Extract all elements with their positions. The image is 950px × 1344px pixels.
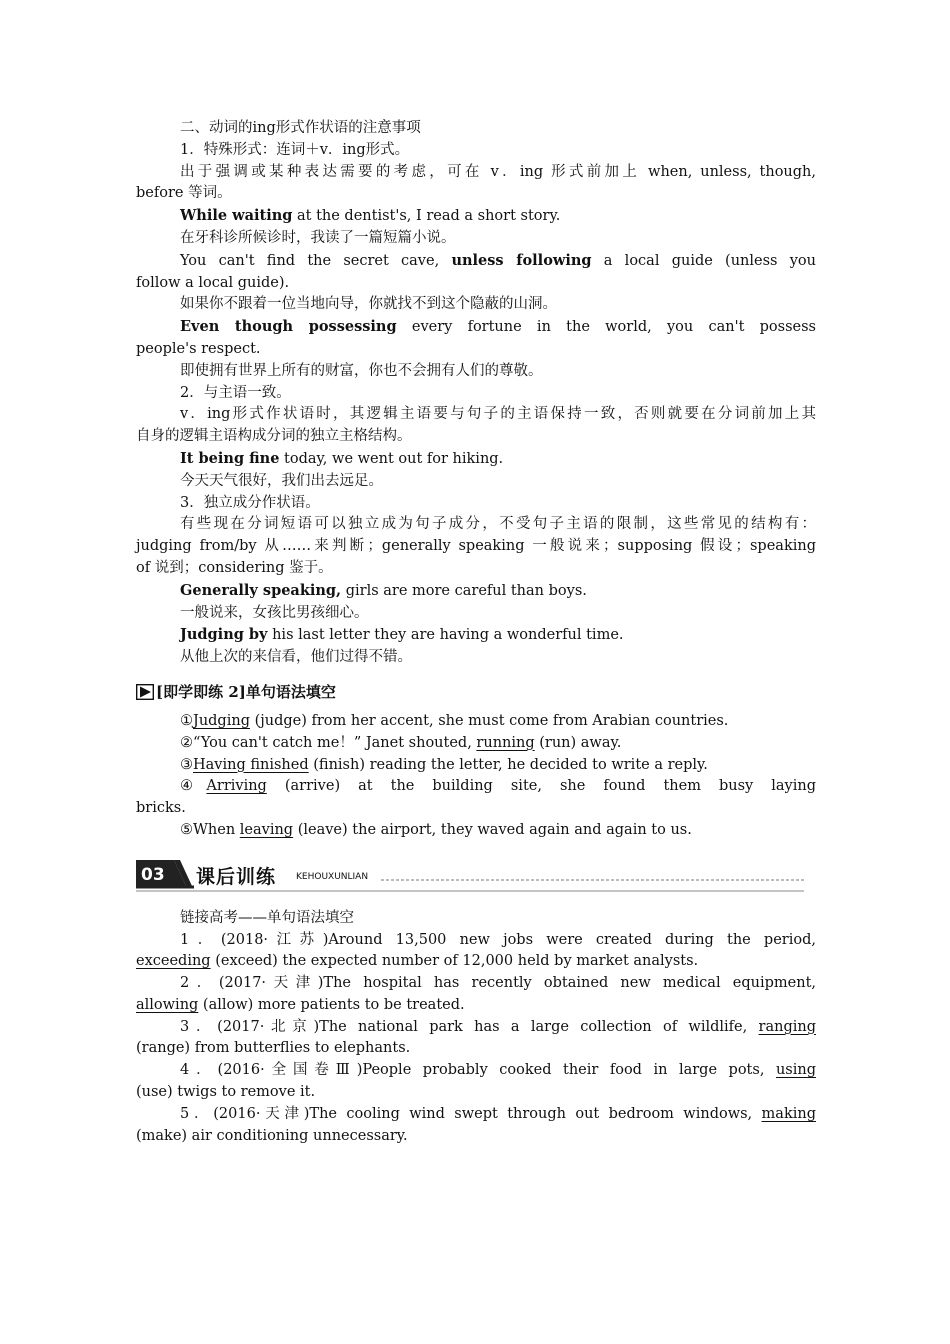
section-title: 二、动词的ing形式作状语的注意事项 bbox=[180, 120, 421, 136]
banner-subtitle: KEHOUXUNLIAN bbox=[296, 871, 369, 882]
training-q3-cont: (range) from butterflies to elephants. bbox=[136, 1040, 411, 1057]
answer-blank: Judging bbox=[193, 712, 250, 729]
example-5: Generally speaking, girls are more careful than boys. bbox=[180, 581, 587, 599]
practice-q5: ⑤When leaving (leave) the airport, they waved again and again to us. bbox=[180, 821, 692, 838]
example-1: While waiting at the dentist's, I read a short story. bbox=[180, 207, 561, 225]
example-2-translation: 如果你不跟着一位当地向导，你就找不到这个隐蔽的山洞。 bbox=[180, 296, 557, 313]
training-q2: 2．(2017·天津)The hospital has recently obtained new medical equipment, bbox=[180, 975, 816, 992]
example-4-key: It being fine bbox=[180, 449, 280, 467]
example-4-translation: 今天天气很好，我们出去远足。 bbox=[180, 472, 383, 489]
answer-blank: using bbox=[775, 1062, 816, 1079]
point-3-title: 3．独立成分作状语。 bbox=[180, 494, 320, 511]
example-6-key: Judging by bbox=[180, 626, 268, 644]
answer-blank: exceeding bbox=[136, 953, 211, 970]
answer-blank: Having finished bbox=[193, 756, 309, 773]
banner-number: 03 bbox=[141, 864, 165, 885]
example-5-translation: 一般说来，女孩比男孩细心。 bbox=[180, 604, 369, 621]
example-3-translation: 即使拥有世界上所有的财富，你也不会拥有人们的尊敬。 bbox=[180, 362, 543, 379]
practice-heading: [即学即练 2]单句语法填空 bbox=[136, 681, 816, 703]
point-1-title: 1．特殊形式：连词＋v．ing形式。 bbox=[180, 141, 410, 158]
example-3-key: Even though possessing bbox=[180, 318, 397, 336]
point-1-desc: 出于强调或某种表达需要的考虑，可在 v．ing 形式前加上 when, unless, though, bbox=[180, 163, 816, 180]
point-2-desc-cont: 自身的逻辑主语构成分词的独立主格结构。 bbox=[136, 428, 412, 445]
example-1-translation: 在牙科诊所候诊时，我读了一篇短篇小说。 bbox=[180, 229, 456, 246]
example-2-cont: follow a local guide). bbox=[136, 274, 290, 291]
answer-blank: making bbox=[761, 1105, 816, 1122]
answer-blank: running bbox=[476, 734, 535, 751]
point-3-desc-cont2: of 说到；considering 鉴于。 bbox=[136, 559, 333, 576]
training-q3: 3．(2017·北京)The national park has a large collection of wildlife, ranging bbox=[180, 1018, 816, 1035]
practice-q1: ①Judging (judge) from her accent, she must come from Arabian countries. bbox=[180, 712, 729, 729]
example-5-key: Generally speaking, bbox=[180, 581, 342, 599]
example-2-key: unless following bbox=[451, 251, 592, 269]
training-q5: 5．(2016·天津)The cooling wind swept through out bedroom windows, making bbox=[180, 1105, 816, 1122]
practice-q4: ④Arriving (arrive) at the building site, she found them busy laying bbox=[180, 778, 816, 795]
answer-blank: Arriving bbox=[206, 778, 267, 795]
point-3-desc: 有些现在分词短语可以独立成为句子成分，不受句子主语的限制，这些常见的结构有： bbox=[180, 516, 816, 533]
example-3: Even though possessing every fortune in the world, you can't possess bbox=[180, 318, 816, 336]
example-2: You can't find the secret cave, unless following a local guide (unless you bbox=[180, 251, 817, 269]
practice-q2: ②“You can't catch me！” Janet shouted, running (run) away. bbox=[180, 734, 622, 751]
answer-blank: leaving bbox=[239, 821, 294, 838]
example-3-cont: people's respect. bbox=[136, 340, 261, 357]
training-q1-cont: exceeding (exceed) the expected number of 12,000 held by market analysts. bbox=[136, 953, 699, 970]
answer-blank: ranging bbox=[758, 1018, 816, 1035]
document-page bbox=[136, 118, 816, 1147]
point-2-title: 2．与主语一致。 bbox=[180, 384, 291, 401]
point-3-desc-cont: judging from/by 从……来判断；generally speaking 一般说来；supposing 假设；speaking bbox=[136, 538, 816, 555]
banner-title: 课后训练 bbox=[196, 865, 277, 888]
example-4: It being fine today, we went out for hiking. bbox=[180, 449, 504, 467]
practice-q4-cont: bricks. bbox=[136, 800, 186, 817]
training-q4-cont: (use) twigs to remove it. bbox=[136, 1084, 316, 1101]
training-q4: 4．(2016·全国卷Ⅲ)People probably cooked their food in large pots, using bbox=[180, 1062, 816, 1079]
answer-blank: allowing bbox=[136, 996, 199, 1013]
point-2-desc: v．ing形式作状语时，其逻辑主语要与句子的主语保持一致，否则就要在分词前加上其 bbox=[180, 406, 816, 423]
training-q5-cont: (make) air conditioning unnecessary. bbox=[136, 1127, 408, 1144]
example-6-translation: 从他上次的来信看，他们过得不错。 bbox=[180, 649, 412, 666]
training-q1: 1．(2018·江苏)Around 13,500 new jobs were created during the period, bbox=[180, 931, 816, 948]
example-1-key: While waiting bbox=[180, 207, 293, 225]
play-icon bbox=[136, 684, 154, 700]
section-banner bbox=[136, 856, 816, 894]
training-heading: 链接高考——单句语法填空 bbox=[180, 909, 354, 926]
example-6: Judging by his last letter they are having a wonderful time. bbox=[180, 626, 624, 644]
training-q2-cont: allowing (allow) more patients to be treated. bbox=[136, 996, 465, 1013]
practice-q3: ③Having finished (finish) reading the letter, he decided to write a reply. bbox=[180, 756, 708, 773]
point-1-desc-cont: before 等词。 bbox=[136, 185, 232, 202]
